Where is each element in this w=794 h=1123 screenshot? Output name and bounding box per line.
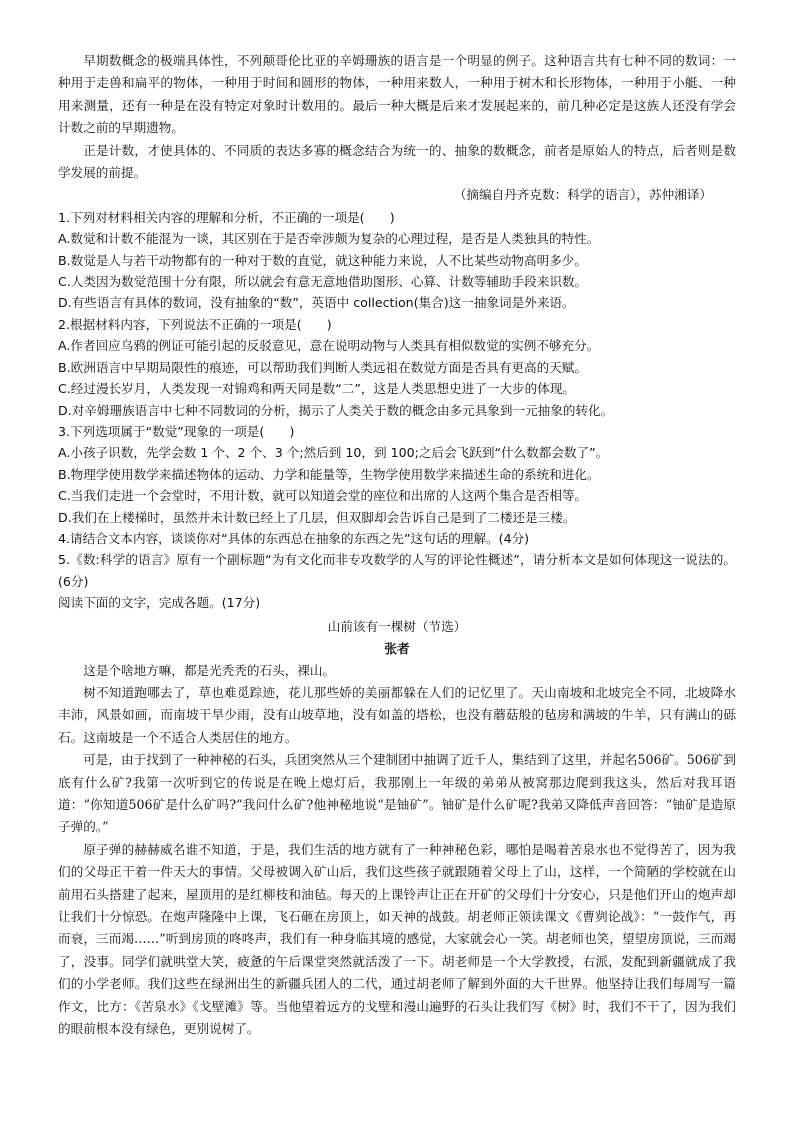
- option-d: D.有些语言有具体的数词，没有抽象的“数”，英语中 collection(集合)这一抽象词是外来语。: [58, 295, 575, 311]
- question-5: [58, 549, 736, 592]
- question-stem: 5.《数:科学的语言》原有一个副标题“为有文化而非专攻数学的人写的评论性概述”，请分析本文是如何体现这一说法的。(6分): [58, 552, 736, 589]
- story-paragraph: 原子弹的赫赫威名谁不知道，于是，我们生活的地方就有了一种神秘色彩，哪怕是喝着苦泉水也不觉得苦了，因为我们的父母正干着一件天大的事情。父母被调入矿山后，我们这些孩子就跟随着父母上了山，这样，一个简陋的学校就在山前用石头搭建了起来，屋顶用的是红柳枝和油毡。每天的上课铃声让正在开矿的父母们十分安心，只是他们开山的炮声却让我们十分惊恐。在炮声隆隆中上课，飞石砸在房顶上，如天神的战鼓。胡老师正领读课文《曹刿论战》：“一鼓作气，再而衰，三而竭……”听到房顶的咚咚声，我们有一种身临其境的感觉，大家就会心一笑。胡老师也笑，望望房顶说，三而竭了，没事。同学们就哄堂大笑，疲惫的午后课堂突然就活泼了一下。胡老师是一个大学教授，右派，发配到新疆就成了我们的小学老师。我们这些在绿洲出生的新疆兵团人的二代，通过胡老师了解到外面的大千世界。他坚持让我们每周写一篇作文，比方：《苦泉水》《戈壁滩》等。当他望着远方的戈壁和漫山遍野的石头让我们写《树》时，我们不干了，因为我们的眼前根本没有绿色，更别说树了。: [58, 841, 736, 1037]
- story-excerpt: [58, 616, 736, 1041]
- question-stem: 4.请结合文本内容，谈谈你对“具体的东西总在抽象的东西之先”这句话的理解。(4分): [58, 530, 530, 546]
- story-author: 张者: [384, 640, 410, 656]
- passage-excerpt: [58, 50, 736, 207]
- question-stem: 2.根据材料内容，下列说法不正确的一项是( ): [58, 316, 332, 332]
- option-c: C.当我们走进一个会堂时，不用计数，就可以知道会堂的座位和出席的人这两个集合是否相等。: [58, 488, 588, 504]
- question-stem: 3.下列选项属于“数觉”现象的一项是( ): [58, 423, 295, 439]
- story-paragraph: 可是，由于找到了一种神秘的石头，兵团突然从三个建制团中抽调了近千人，集结到了这里，并起名506矿。506矿到底有什么矿?我第一次听到它的传说是在晚上熄灯后，我那刚上一年级的弟弟从被窝那边爬到我这头，然后对我耳语道：“你知道506矿是什么矿吗?”我问什么矿?他神秘地说“是铀矿”。铀矿是什么矿呢?我弟又降低声音回答：“铀矿是造原子弹的。”: [58, 752, 736, 835]
- reading-instruction: 阅读下面的文字，完成各题。(17分): [58, 595, 261, 611]
- option-b: B.数觉是人与若干动物都有的一种对于数的直觉，就这种能力来说，人不比某些动物高明多少。: [58, 252, 587, 268]
- question-stem: 1.下列对材料相关内容的理解和分析，不正确的一项是( ): [58, 209, 395, 225]
- question-2: [58, 314, 736, 421]
- option-c: C.经过漫长岁月，人类发现一对锦鸡和两天同是数“二”，这是人类思想史进了一大步的体现。: [58, 381, 576, 397]
- question-3: [58, 421, 736, 528]
- option-a: A.小孩子识数，先学会数 1 个、2 个、3 个;然后到 10，到 100;之后会飞跃到“什么数都会数了”。: [58, 445, 609, 461]
- option-b: B.欧洲语言中早期局限性的痕迹，可以帮助我们判断人类远祖在数觉方面是否具有更高的天赋。: [58, 359, 587, 375]
- option-c: C.人类因为数觉范围十分有限，所以就会有意无意地借助图形、心算、计数等辅助手段来识数。: [58, 274, 588, 290]
- passage-paragraph: 正是计数，才使具体的、不同质的表达多寡的概念结合为统一的、抽象的数概念，前者是原始人的特点，后者则是数学发展的前提。: [58, 142, 736, 181]
- passage-source: （摘编自丹齐克数：科学的语言），苏仲湘译）: [453, 187, 712, 203]
- option-a: A.数觉和计数不能混为一谈，其区别在于是否牵涉颇为复杂的心理过程，是否是人类独具的特性。: [58, 231, 600, 247]
- passage-paragraph: 早期数概念的极端具体性，不列颠哥伦比亚的辛姆珊族的语言是一个明显的例子。这种语言共有七种不同的数词：一种用于走兽和扁平的物体，一种用于时间和圆形的物体，一种用来数人，一种用于树木和长形物体，一种用于小艇、一种用来测量，还有一种是在没有特定对象时计数用的。最后一种大概是后来才发展起来的，前几种必定是这族人还没有学会计数之前的早期遗物。: [58, 53, 736, 136]
- option-a: A.作者回应乌鸦的例证可能引起的反驳意见，意在说明动物与人类具有相似数觉的实例不够充分。: [58, 338, 600, 354]
- option-d: D.对辛姆珊族语言中七种不同数词的分析，揭示了人类关于数的概念由多元具象到一元抽象的转化。: [58, 402, 614, 418]
- question-list: [58, 207, 736, 614]
- story-title: 山前该有一棵树（节选）: [327, 618, 467, 634]
- question-4: [58, 528, 736, 549]
- question-1: [58, 207, 736, 314]
- option-d: D.我们在上楼梯时，虽然并未计数已经上了几层，但双脚却会告诉自己是到了二楼还是三楼。: [58, 509, 576, 525]
- option-b: B.物理学使用数学来描述物体的运动、力学和能量等，生物学使用数学来描述生命的系统和进化。: [58, 466, 600, 482]
- story-paragraph: 这是个啥地方嘛，都是光秃秃的石头，裸山。: [83, 662, 336, 678]
- story-paragraph: 树不知道跑哪去了，草也难觅踪迹，花儿那些娇的美丽都躲在人们的记忆里了。天山南坡和北坡完全不同，北坡降水丰沛，风景如画，而南坡干旱少雨，没有山坡草地，没有如盖的塔松，也没有蘑菇般的毡房和满坡的牛羊，只有满山的砾石。这南坡是一个不适合人类居住的地方。: [58, 684, 736, 745]
